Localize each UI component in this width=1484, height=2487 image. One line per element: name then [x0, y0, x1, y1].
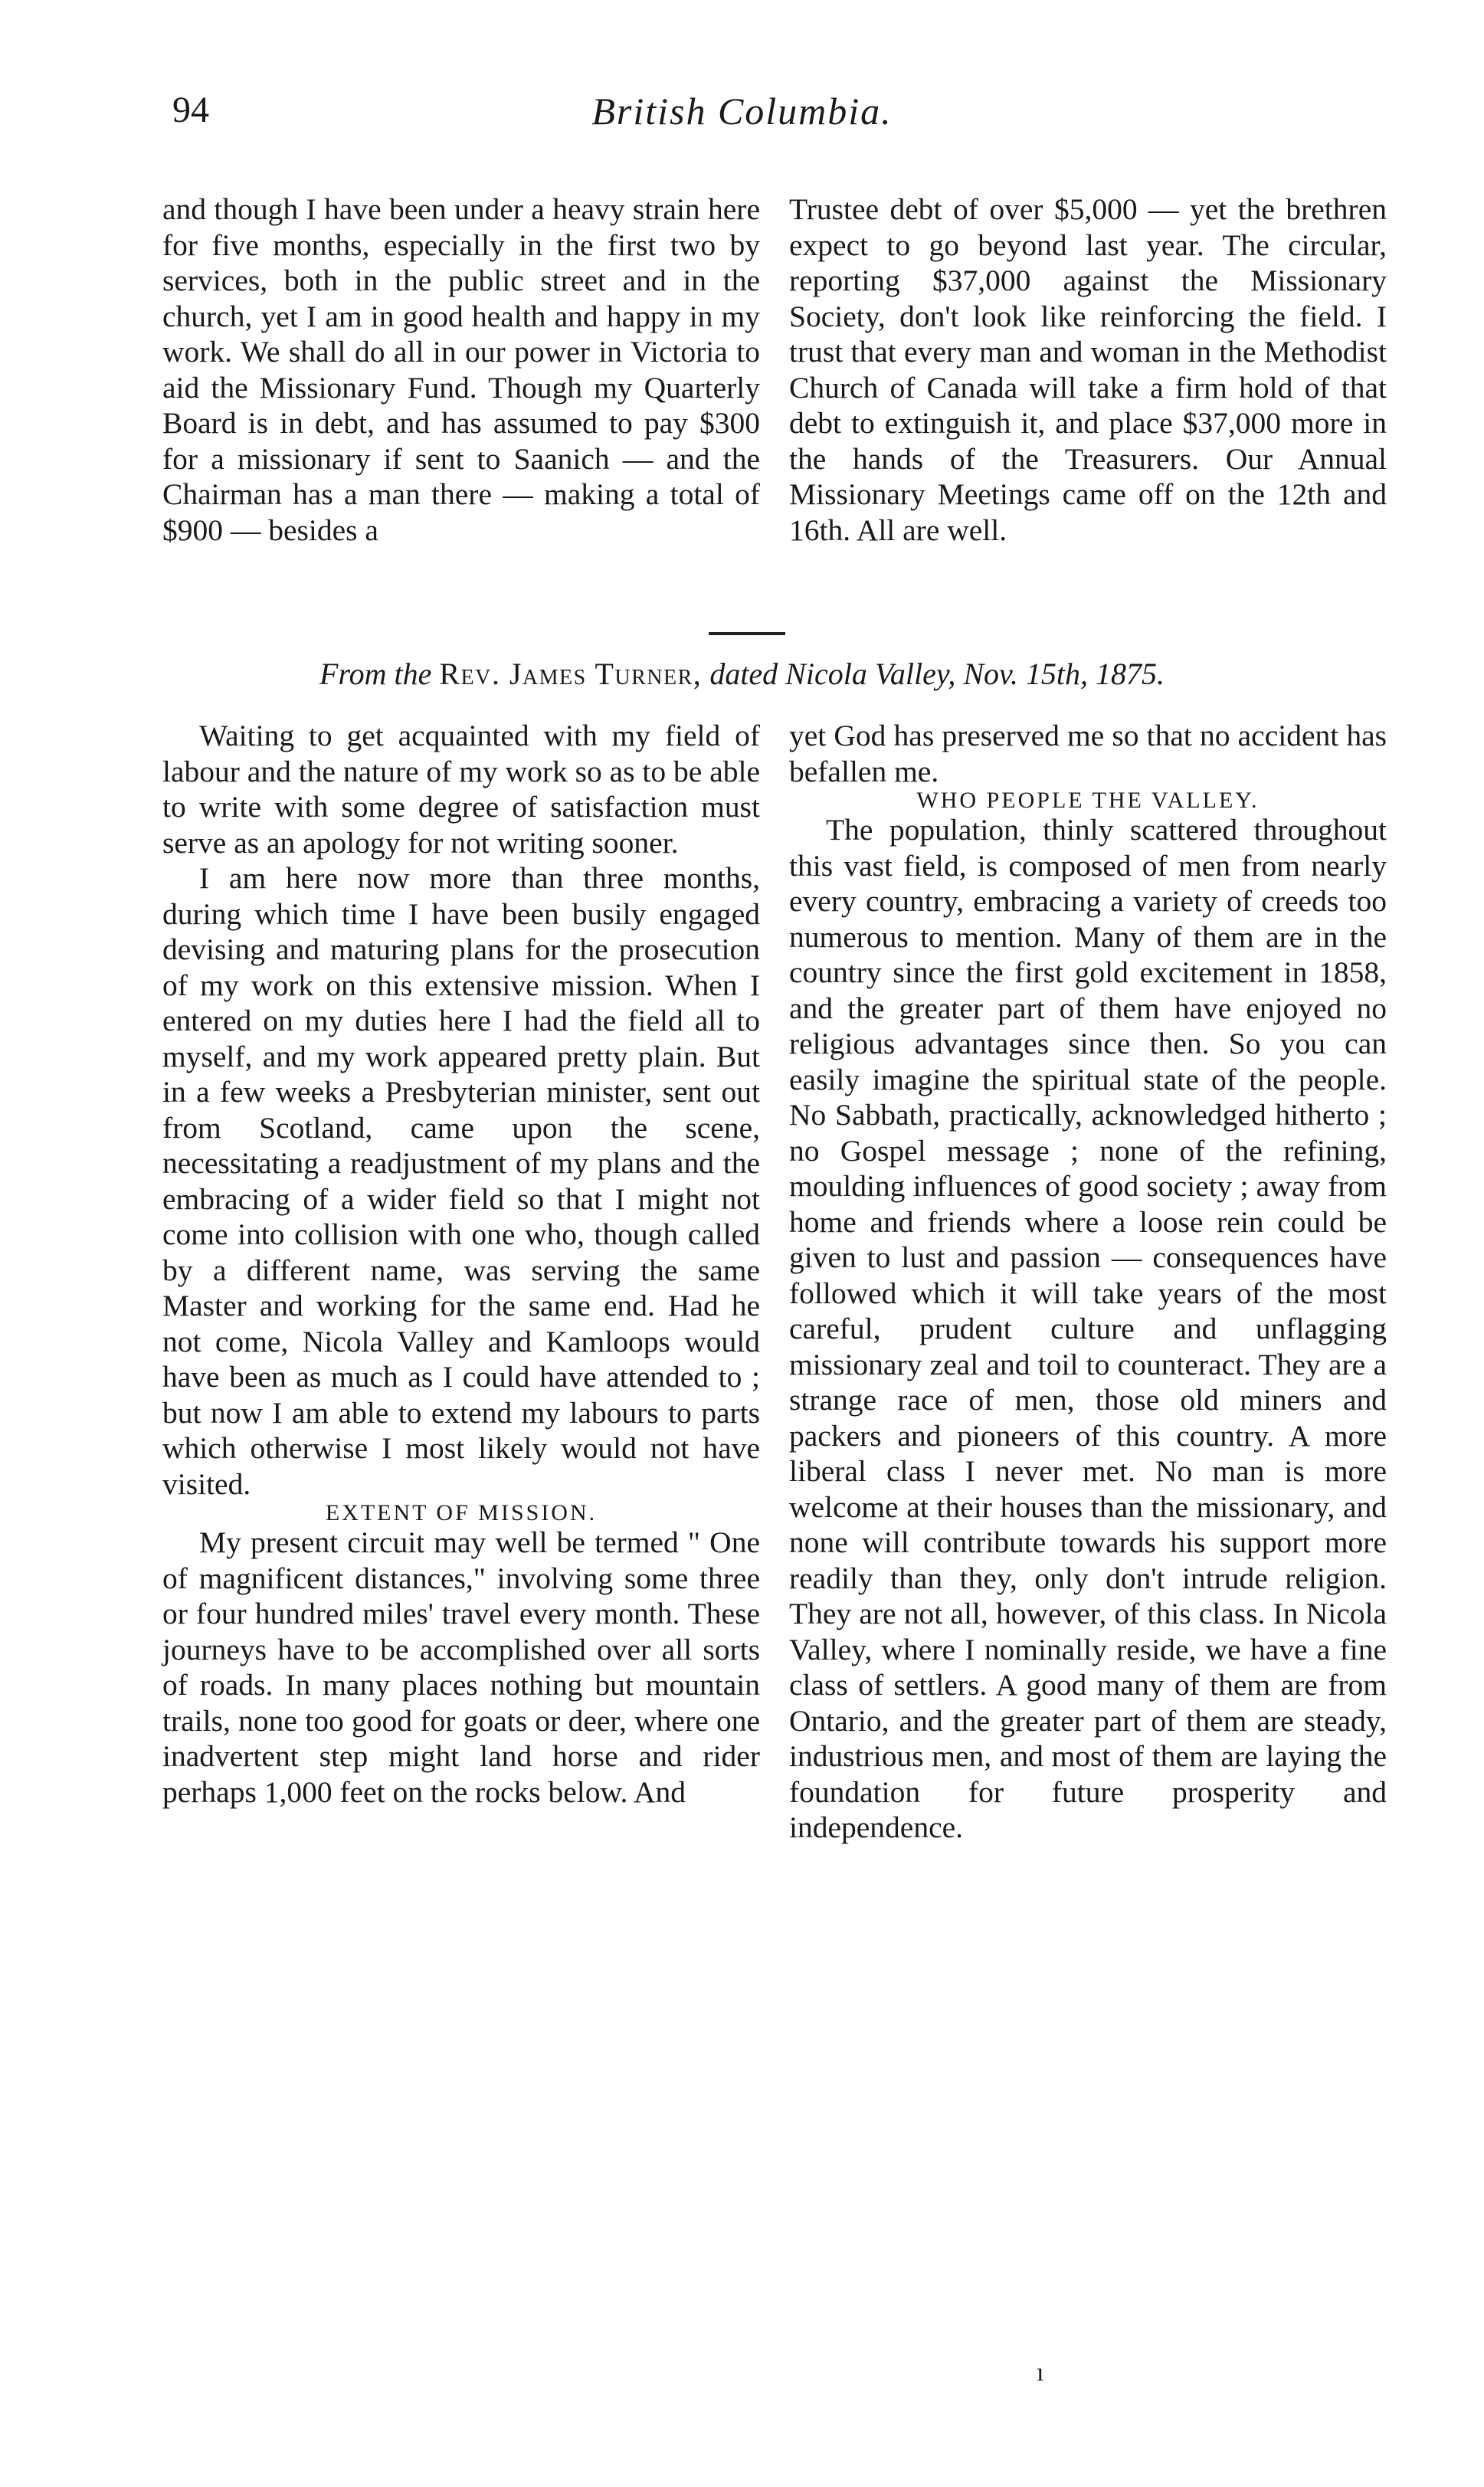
paragraph: I am here now more than three months, during which time I have been busily engaged devising and maturing plans for the prosecution of my work on this extensive mission. When I entered on my duties here I had the field all to myself, and my work appeared pretty plain. But in a few weeks a Presbyterian minister, sent out from Scotland, came upon the scene, necessitating a readjustment of my plans and the embracing of a wider field so that I might not come into collision with one who, though called by a different name, was serving the same Master and working for the same end. Had he not come, Nicola Valley and Kamloops would have been as much as I could have attended to ; but now I am able to extend my labours to parts which otherwise I most likely would not have visited.: [162, 861, 760, 1501]
letter-header-name: Rev. James Turner,: [439, 657, 703, 691]
right-column: [789, 718, 1387, 1846]
letter-header-from: From the: [319, 657, 432, 691]
top-right-column: [789, 192, 1387, 548]
page-number: 94: [172, 90, 209, 130]
paragraph: Waiting to get acquainted with my field of labour and the nature of my work so as to be able to write with some degree of satisfaction must serve as an apology for not writing sooner.: [162, 719, 760, 860]
letter-header-dated: dated Nicola Valley, Nov. 15th, 1875.: [709, 657, 1165, 691]
paragraph: and though I have been under a heavy strain here for five months, especially in the first two by services, both in the public street and in the church, yet I am in good health and happy in my work. We shall do all in our power in Victoria to aid the Missionary Fund. Though my Quarterly Board is in debt, and has assumed to pay $300 for a missionary if sent to Saanich — and the Chairman has a man there — making a total of $900 — besides a: [162, 192, 760, 547]
paragraph: Trustee debt of over $5,000 — yet the brethren expect to go beyond last year. The circular, reporting $37,000 against the Missionary Society, don't look like reinforcing the field. I trust that every man and woman in the Methodist Church of Canada will take a firm hold of that debt to extinguish it, and place $37,000 more in the hands of the Treasurers. Our Annual Missionary Meetings came off on the 12th and 16th. All are well.: [789, 192, 1387, 547]
section-divider: [709, 632, 785, 635]
paragraph: The population, thinly scattered throughout this vast field, is composed of men from nearly every country, embracing a variety of creeds too numerous to mention. Many of them are in the country since the first gold excitement in 1858, and the greater part of them have enjoyed no religious advantages since then. So you can easily imagine the spiritual state of the people. No Sabbath, practically, acknowledged hitherto ; no Gospel message ; none of the refining, moulding influences of good society ; away from home and friends where a loose rein could be given to lust and passion — consequences have followed which it will take years of the most careful, prudent culture and unflagging missionary zeal and toil to counteract. They are a strange race of men, those old miners and packers and pioneers of this country. A more liberal class I never met. No man is more welcome at their houses than the missionary, and none will contribute towards his support more readily than they, only don't intrude religion. They are not all, however, of this class. In Nicola Valley, where I nominally reside, we have a fine class of settlers. A good many of them are from Ontario, and the greater part of them are steady, industrious men, and most of them are laying the foundation for future prosperity and independence.: [789, 813, 1387, 1844]
letter-header: [0, 659, 1484, 690]
paragraph: My present circuit may well be termed " One of magnificent distances," involving some three or four hundred miles' travel every month. These journeys have to be accomplished over all sorts of roads. In many places nothing but mountain trails, none too good for goats or deer, where one inadvertent step might land horse and rider perhaps 1,000 feet on the rocks below. And: [162, 1525, 760, 1809]
section-heading: WHO PEOPLE THE VALLEY.: [916, 788, 1260, 813]
paragraph: yet God has preserved me so that no accident has befallen me.: [789, 719, 1387, 788]
left-column: [162, 718, 760, 1810]
running-title: British Columbia.: [591, 90, 893, 133]
footer-mark: ı: [1037, 2358, 1044, 2387]
top-left-column: [162, 192, 760, 548]
section-heading: EXTENT OF MISSION.: [325, 1500, 598, 1525]
